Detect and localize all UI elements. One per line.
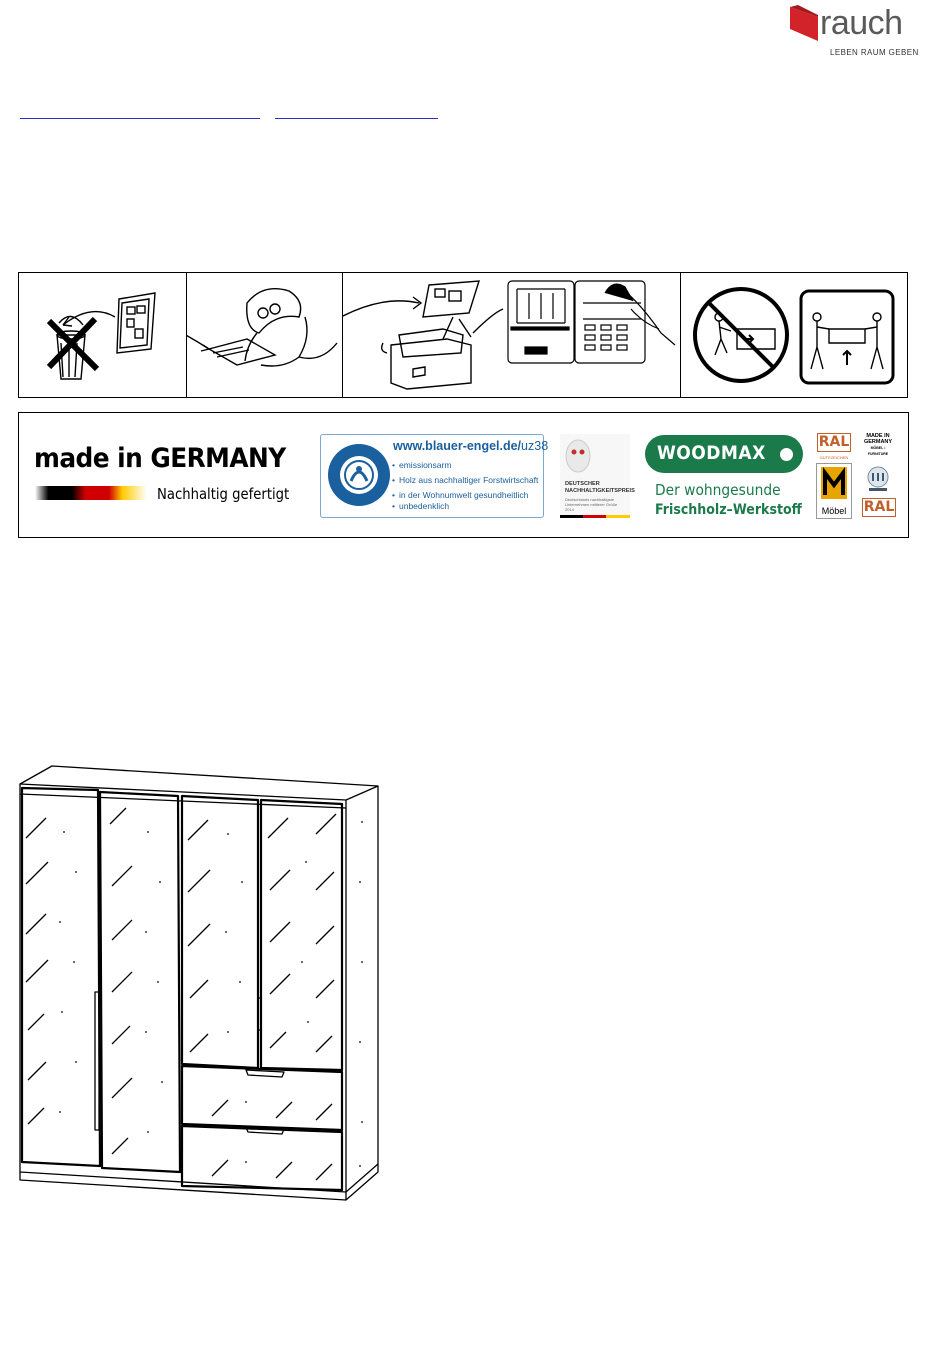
no-trash-instructions-icon	[19, 273, 185, 397]
blauer-engel-url-suffix: uz38	[521, 439, 549, 453]
woodmax-line-2: Frischholz–Werkstoff	[655, 502, 802, 518]
woodmax-line-1: Der wohngesunde	[655, 481, 781, 499]
logo-wordmark: rauch	[820, 4, 903, 42]
moebel-label: Möbel	[821, 506, 847, 516]
goldenes-m-badge	[816, 463, 852, 519]
blauer-engel-point-cont: • unbedenklich	[399, 501, 449, 512]
blank-link-1[interactable]	[20, 104, 260, 119]
wardrobe-illustration	[16, 762, 382, 1202]
blank-link-2[interactable]	[275, 104, 438, 119]
certification-strip	[18, 412, 909, 538]
woodmax-wordmark: WOODMAX	[657, 442, 766, 464]
nachhaltigkeitspreis-subtitle: Deutschlands nachhaltigste Unternehmen mittlerer Größe 2014	[565, 497, 618, 512]
blauer-engel-seal-icon	[327, 443, 391, 507]
lift-icon	[799, 289, 895, 385]
woodmax-badge	[645, 435, 803, 473]
brand-logo	[786, 0, 919, 62]
german-flag-bar	[35, 486, 147, 500]
nachhaltigkeitspreis-title: DEUTSCHER NACHHALTIGKEITSPREIS	[565, 481, 635, 494]
ral-seal-2: RAL	[863, 499, 895, 515]
blauer-engel-point: • emissionsarm	[399, 460, 451, 471]
blauer-engel-label	[320, 434, 549, 518]
woodmax-dot-icon	[780, 448, 793, 461]
file-instructions-icon	[343, 273, 679, 397]
flag-stripe	[560, 515, 630, 518]
goldenes-m-icon	[821, 467, 847, 499]
instruction-strip	[18, 272, 908, 398]
ral-seal-1-sub: GÜTEZEICHEN	[819, 455, 849, 460]
blauer-engel-url[interactable]: www.blauer-engel.de/uz38	[393, 439, 549, 453]
logo-tagline: LEBEN RAUM GEBEN	[830, 48, 919, 57]
made-in-germany-subtitle: Nachhaltig gefertigt	[157, 485, 290, 503]
logo-mark-icon	[788, 3, 822, 41]
ral-seal-1: RAL	[818, 434, 850, 450]
made-in-germany-small-badge: MADE IN GERMANY MÖBEL • FURNITURE	[863, 433, 893, 456]
instruction-cell-keep	[19, 273, 187, 397]
instruction-cell-handling	[681, 273, 907, 397]
blauer-engel-point: • Holz aus nachhaltiger Forstwirtschaft	[399, 475, 538, 486]
instruction-cell-file	[343, 273, 681, 397]
instruction-cell-read	[187, 273, 343, 397]
blauer-engel-point: • in der Wohnumwelt gesundheitlich	[399, 490, 528, 501]
award-icon	[563, 438, 593, 474]
read-instructions-icon	[187, 273, 341, 397]
furniture-seal-icon	[867, 465, 889, 493]
made-in-germany-title: made in GERMANY	[34, 443, 286, 474]
nachhaltigkeitspreis-badge	[560, 434, 635, 518]
